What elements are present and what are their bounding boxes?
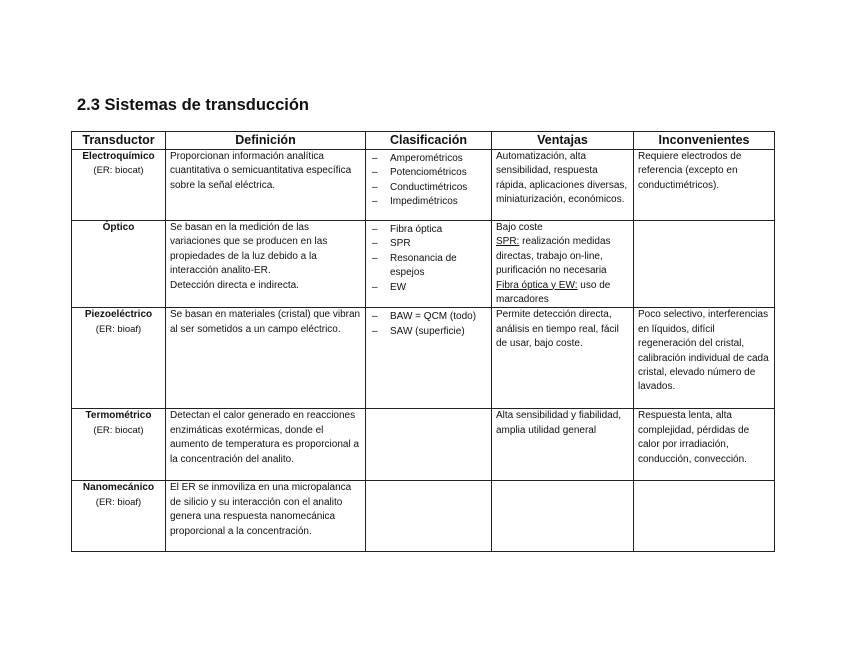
classification-cell (366, 481, 492, 552)
table-row (72, 150, 775, 221)
classification-item: – Amperométricos (370, 152, 487, 166)
header-ventajas: Ventajas (492, 132, 634, 150)
classification-item: – SAW (superficie) (370, 325, 487, 339)
classification-item: – BAW = QCM (todo) (370, 310, 487, 324)
advantages-cell: Alta sensibilidad y fiabilidad, amplia utilidad general (492, 409, 634, 481)
transducer-name-cell (72, 409, 166, 481)
table-row (72, 221, 775, 308)
disadvantages-cell (634, 221, 775, 308)
definition-cell: El ER se inmoviliza en una micropalanca de silicio y su interacción con el analito genera una respuesta nanomecánica proporcional a la concentración. (166, 481, 366, 552)
disadvantages-cell: Poco selectivo, interferencias en líquidos, difícil regeneración del cristal, calibración individual de cada cristal, elevado número de lavados. (634, 308, 775, 409)
disadvantages-cell (634, 481, 775, 552)
header-transductor: Transductor (72, 132, 166, 150)
transducer-name: Termométrico (85, 410, 152, 422)
transducer-receptor-type: (ER: biocat) (93, 165, 144, 177)
table-row (72, 308, 775, 409)
advantages-fibra-text: uso de marcadores (496, 279, 611, 306)
advantages-cell: Permite detección directa, análisis en tiempo real, fácil de usar, bajo coste. (492, 308, 634, 409)
classification-item: – Potenciométricos (370, 166, 487, 180)
classification-item: – EW (370, 281, 487, 295)
classification-item: – SPR (370, 237, 487, 251)
header-definicion: Definición (166, 132, 366, 150)
transducer-receptor-type: (ER: biocat) (93, 424, 144, 436)
advantages-fibra-label: Fibra óptica y EW: (496, 279, 578, 291)
advantages-spr-text: realización medidas directas, trabajo on-line, purificación no necesaria (496, 236, 611, 277)
transducer-name-cell (72, 221, 166, 308)
disadvantages-cell: Requiere electrodos de referencia (excepto en conductimétricos). (634, 150, 775, 221)
definition-cell: Se basan en materiales (cristal) que vibran al ser sometidos a un campo eléctrico. (166, 308, 366, 409)
page-title: 2.3 Sistemas de transducción (77, 96, 310, 114)
transducer-name: Nanomecánico (82, 482, 155, 494)
definition-cell: Detectan el calor generado en reacciones enzimáticas exotérmicas, donde el aumento de temperatura es proporcional a la concentración del analito. (166, 409, 366, 481)
classification-list (370, 310, 487, 339)
table-header-row (72, 132, 775, 150)
classification-item: – Fibra óptica (370, 223, 487, 237)
definition-cell (166, 221, 366, 308)
transducer-name-cell (72, 150, 166, 221)
classification-item: – Resonancia de espejos (370, 252, 487, 281)
transducer-name: Piezoeléctrico (84, 309, 153, 321)
classification-cell (366, 308, 492, 409)
transducer-name: Electroquímico (82, 151, 155, 162)
definition-cell: Proporcionan información analítica cuantitativa o semicuantitativa específica sobre la señal eléctrica. (166, 150, 366, 221)
classification-cell (366, 221, 492, 308)
transducer-name-cell (72, 481, 166, 552)
advantages-cell: Automatización, alta sensibilidad, respuesta rápida, aplicaciones diversas, miniaturización, económicos. (492, 150, 634, 221)
classification-cell (366, 150, 492, 221)
transducer-receptor-type: (ER: bioaf) (95, 323, 142, 335)
definition-extra-text: Detección directa e indirecta. (170, 279, 299, 291)
transducer-name-cell (72, 308, 166, 409)
transducer-receptor-type: (ER: bioaf) (95, 496, 142, 508)
classification-item: – Conductimétricos (370, 181, 487, 195)
classification-list (370, 223, 487, 295)
disadvantages-cell: Respuesta lenta, alta complejidad, pérdidas de calor por irradiación, conducción, convección. (634, 409, 775, 481)
advantages-spr-label: SPR: (496, 236, 520, 248)
table-row (72, 481, 775, 552)
header-inconvenientes: Inconvenientes (634, 132, 775, 150)
classification-item: – Impedimétricos (370, 195, 487, 209)
advantages-line: Bajo coste (496, 222, 543, 233)
header-clasificacion: Clasificación (366, 132, 492, 150)
advantages-cell (492, 221, 634, 308)
classification-list (370, 152, 487, 210)
definition-text: Se basan en la medición de las variaciones que se producen en las propiedades de la luz debido a la interacción analito-ER. (170, 222, 328, 277)
classification-cell (366, 409, 492, 481)
transducer-name: Óptico (102, 222, 135, 233)
table-row (72, 409, 775, 481)
transducer-table (71, 131, 775, 552)
advantages-cell (492, 481, 634, 552)
